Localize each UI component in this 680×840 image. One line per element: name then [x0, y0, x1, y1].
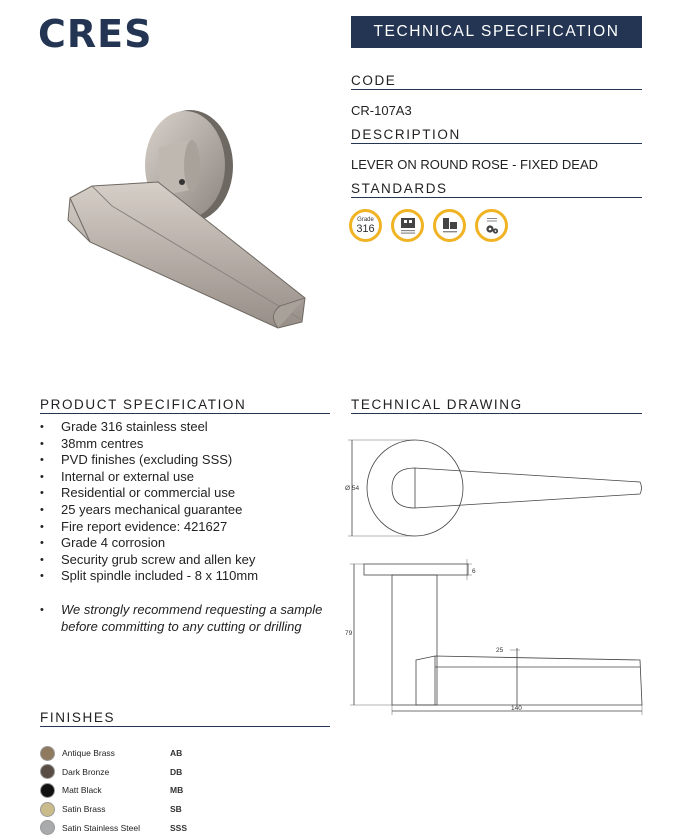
list-item: • 25 years mechanical guarantee [40, 502, 332, 519]
finish-row [40, 800, 187, 819]
list-item: • Internal or external use [40, 469, 332, 486]
list-item: • PVD finishes (excluding SSS) [40, 452, 332, 469]
finishes-list [40, 744, 187, 837]
rose-thickness-label: 6 [472, 568, 476, 575]
technical-drawing [340, 420, 650, 720]
finish-swatch [40, 802, 55, 817]
grade-badge-line2: 316 [356, 222, 375, 235]
cres-logo: CRES [38, 12, 153, 56]
description-value: LEVER ON ROUND ROSE - FIXED DEAD [351, 157, 599, 172]
grade-316-badge [349, 209, 382, 242]
rose-diameter-label: Ø 54 [345, 485, 360, 492]
finishes-heading: FINISHES [40, 710, 330, 727]
note-text: We strongly recommend requesting a sample before committing to any cutting or drilling [61, 602, 323, 634]
product-specification-heading: PRODUCT SPECIFICATION [40, 397, 330, 414]
finish-code: SB [170, 804, 182, 815]
finish-row [40, 781, 187, 800]
grade-badge-line1: Grade [357, 216, 374, 223]
residential-commercial-icon [433, 209, 466, 242]
finish-name: Matt Black [62, 785, 102, 796]
technical-specification-banner: TECHNICAL SPECIFICATION [351, 16, 642, 48]
length-label: 140 [511, 705, 522, 712]
description-heading: DESCRIPTION [351, 127, 642, 144]
product-specification-list [40, 419, 332, 585]
technical-drawing-heading: TECHNICAL DRAWING [351, 397, 642, 414]
warranty-icon [475, 209, 508, 242]
code-heading: CODE [351, 73, 642, 90]
finish-name: Antique Brass [62, 748, 115, 759]
finish-name: Dark Bronze [62, 766, 110, 777]
finish-swatch [40, 820, 55, 835]
finish-row [40, 744, 187, 763]
product-image [40, 70, 330, 360]
finish-code: DB [170, 766, 183, 777]
sample-recommendation-note: • We strongly recommend requesting a sample before committing to any cutting or drilling [40, 602, 323, 634]
finish-swatch [40, 783, 55, 798]
finish-swatch [40, 764, 55, 779]
list-item: • Security grub screw and allen key [40, 552, 332, 569]
list-item: • 38mm centres [40, 436, 332, 453]
height-label: 79 [345, 630, 353, 637]
list-item: • Fire report evidence: 421627 [40, 519, 332, 536]
lever-width-label: 25 [496, 647, 504, 654]
finish-row [40, 818, 187, 837]
standards-heading: STANDARDS [351, 181, 642, 198]
finish-code: MB [170, 785, 184, 796]
list-item: • Grade 316 stainless steel [40, 419, 332, 436]
fire-rated-icon [391, 209, 424, 242]
finish-name: Satin Brass [62, 804, 106, 815]
list-item: • Split spindle included - 8 x 110mm [40, 568, 332, 585]
finish-row [40, 763, 187, 782]
list-item: • Grade 4 corrosion [40, 535, 332, 552]
finish-code: SSS [170, 822, 188, 833]
finish-code: AB [170, 748, 183, 759]
standards-badges [349, 209, 508, 242]
finish-name: Satin Stainless Steel [62, 822, 140, 833]
list-item: • Residential or commercial use [40, 485, 332, 502]
code-value: CR-107A3 [351, 103, 412, 118]
finish-swatch [40, 746, 55, 761]
